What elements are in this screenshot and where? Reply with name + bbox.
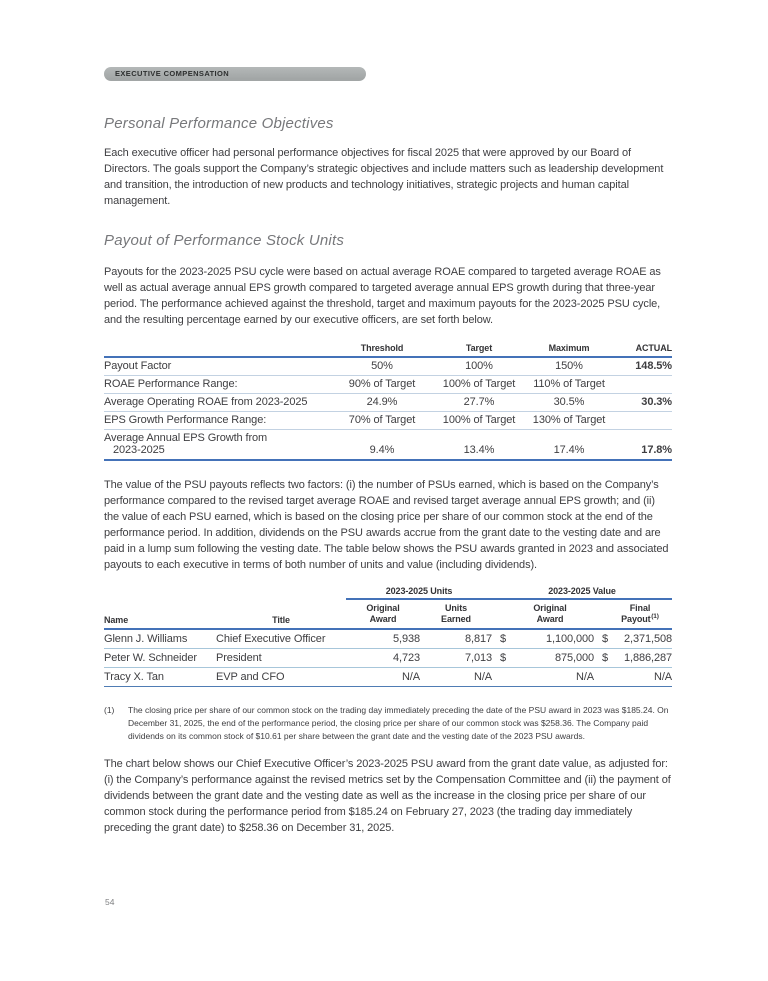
header-line: Original — [533, 603, 567, 613]
psu-group-empty — [216, 586, 346, 600]
header-line: Original — [366, 603, 400, 613]
paragraph-psu-intro: Payouts for the 2023-2025 PSU cycle were based on actual average ROAE compared to targeted average ROAE as well as actual average annual EPS growth compared to targeted average annual EPS growth during that three-year period. The performance achieved against the threshold, target and maximum payouts for the 2023-2025 PSU cycle, and the resulting percentage earned by our executive officers, are set forth below. — [104, 266, 661, 326]
footnote-1 — [104, 704, 672, 743]
cell-target: 100% of Target — [434, 412, 524, 430]
psu-row-tan — [104, 668, 672, 687]
paragraph-psu-value: The value of the PSU payouts reflects two factors: (i) the number of PSUs earned, which is based on the Company’s performance compared to the revised target average ROAE and revised target average annual EPS growth; and (ii) the value of each PSU earned, which is based on the closing price per share of our common stock at the end of the performance period. In addition, dividends on the PSU awards accrue from the grant date to the vesting date and are paid in a lump sum following the vesting date. The table below shows the PSU awards granted in 2023 and associated payouts to each executive in terms of both number of units and value (including dividends). — [104, 479, 669, 571]
cell-units-earned: 7,013 — [420, 649, 492, 668]
cell-maximum: 17.4% — [524, 430, 614, 461]
cell-original-units: 4,723 — [346, 649, 420, 668]
psu-header-units-earned — [420, 600, 492, 629]
cell-threshold: 70% of Target — [330, 412, 434, 430]
footnote-text: The closing price per share of our common stock on the trading day immediately preceding the date of the PSU award in 2023 was $185.24. On December 31, 2025, the end of the performance period, the closing price per share of our common stock was $258.36. The Company paid dividends on its common stock of $10.61 per share between the grant date and the vesting date of the 2023 PSU awards. — [128, 705, 669, 741]
cell-target: 100% of Target — [434, 376, 524, 394]
page-number: 54 — [105, 897, 115, 907]
psu-group-empty — [104, 586, 216, 600]
psu-group-header-row — [104, 586, 672, 600]
cell-currency: $ — [594, 629, 608, 649]
cell-title: EVP and CFO — [216, 668, 346, 687]
psu-awards-table — [104, 586, 672, 687]
cell-title: Chief Executive Officer — [216, 629, 346, 649]
paragraph-chart-intro: The chart below shows our Chief Executive Officer’s 2023-2025 PSU award from the grant date value, as adjusted for: (i) the Company’s performance against the revised metrics set by the Compensation Committee and (ii) the payment of dividends between the grant date and the vesting date as well as the increase in the closing price per share of our common stock during the performance period from $185.24 on February 27, 2023 (the trading day immediately preceding the grant date) to $258.36 on December 31, 2025. — [104, 758, 671, 834]
cell-units-earned: N/A — [420, 668, 492, 687]
cell-threshold: 90% of Target — [330, 376, 434, 394]
cell-target: 13.4% — [434, 430, 524, 461]
psu-row-schneider — [104, 649, 672, 668]
cell-original-units: 5,938 — [346, 629, 420, 649]
cell-currency: $ — [594, 649, 608, 668]
cell-label: EPS Growth Performance Range: — [104, 412, 330, 430]
cell-original-value: 875,000 — [506, 649, 594, 668]
cell-actual: 30.3% — [614, 394, 672, 412]
psu-header-original-award-value — [506, 600, 594, 629]
footnote-marker: (1) — [104, 705, 115, 715]
cell-label: Payout Factor — [104, 357, 330, 376]
header-line: Earned — [441, 614, 471, 624]
cell-final-payout: 2,371,508 — [608, 629, 672, 649]
perf-header-actual: ACTUAL — [614, 343, 672, 357]
psu-header-title: Title — [216, 600, 346, 629]
cell-currency: $ — [492, 649, 506, 668]
perf-row-eps-range — [104, 412, 672, 430]
heading-personal-performance-objectives: Personal Performance Objectives — [104, 115, 334, 132]
header-line: Units — [445, 603, 468, 613]
performance-payout-table — [104, 343, 672, 461]
cell-maximum: 110% of Target — [524, 376, 614, 394]
psu-header-currency-spacer — [594, 600, 608, 629]
cell-actual: 17.8% — [614, 430, 672, 461]
perf-row-avg-eps-growth — [104, 430, 672, 461]
cell-label: ROAE Performance Range: — [104, 376, 330, 394]
cell-label: Average Operating ROAE from 2023-2025 — [104, 394, 330, 412]
header-line: Award — [369, 614, 397, 624]
header-line — [608, 614, 672, 625]
cell-name: Tracy X. Tan — [104, 668, 216, 687]
cell-title: President — [216, 649, 346, 668]
cell-label-line2: 2023-2025 — [113, 444, 165, 456]
heading-payout-of-psu: Payout of Performance Stock Units — [104, 232, 345, 249]
psu-group-value — [492, 586, 672, 600]
cell-maximum: 130% of Target — [524, 412, 614, 430]
cell-actual — [614, 376, 672, 394]
cell-actual — [614, 412, 672, 430]
perf-header-empty — [104, 343, 330, 357]
paragraph-personal-objectives: Each executive officer had personal performance objectives for fiscal 2025 that were approved by our Board of Directors. The goals support the Company’s strategic objectives and include matters such as leadership development and transition, the introduction of new products and technology initiatives, strategic projects and human capital management. — [104, 147, 664, 207]
perf-header-threshold: Threshold — [330, 343, 434, 357]
cell-original-value: N/A — [506, 668, 594, 687]
psu-group-units — [346, 586, 492, 600]
cell-currency — [492, 668, 506, 687]
cell-final-payout: 1,886,287 — [608, 649, 672, 668]
cell-actual: 148.5% — [614, 357, 672, 376]
perf-header-target: Target — [434, 343, 524, 357]
psu-header-currency-spacer — [492, 600, 506, 629]
cell-name: Peter W. Schneider — [104, 649, 216, 668]
footnote-ref: (1) — [651, 613, 659, 620]
section-badge: EXECUTIVE COMPENSATION — [104, 67, 366, 81]
psu-header-original-award-units — [346, 600, 420, 629]
cell-maximum: 150% — [524, 357, 614, 376]
cell-target: 100% — [434, 357, 524, 376]
perf-header-row — [104, 343, 672, 357]
cell-label-line1: Average Annual EPS Growth from — [104, 432, 268, 444]
cell-final-payout: N/A — [608, 668, 672, 687]
header-line: Award — [536, 614, 564, 624]
psu-group-units-label: 2023-2025 Units — [346, 586, 492, 600]
cell-threshold: 50% — [330, 357, 434, 376]
cell-target: 27.7% — [434, 394, 524, 412]
cell-maximum: 30.5% — [524, 394, 614, 412]
cell-threshold: 9.4% — [330, 430, 434, 461]
psu-row-williams — [104, 629, 672, 649]
cell-threshold: 24.9% — [330, 394, 434, 412]
header-line: Final — [629, 603, 651, 613]
perf-row-avg-roae — [104, 394, 672, 412]
cell-currency: $ — [492, 629, 506, 649]
cell-label — [104, 430, 330, 461]
perf-row-roae-range — [104, 376, 672, 394]
psu-header-final-payout — [608, 600, 672, 629]
header-text: Payout — [621, 614, 651, 624]
cell-name: Glenn J. Williams — [104, 629, 216, 649]
psu-column-header-row — [104, 600, 672, 629]
cell-units-earned: 8,817 — [420, 629, 492, 649]
psu-header-name: Name — [104, 600, 216, 629]
cell-currency — [594, 668, 608, 687]
perf-header-maximum: Maximum — [524, 343, 614, 357]
perf-row-payout-factor — [104, 357, 672, 376]
psu-group-value-label: 2023-2025 Value — [492, 586, 672, 600]
cell-original-value: 1,100,000 — [506, 629, 594, 649]
cell-original-units: N/A — [346, 668, 420, 687]
